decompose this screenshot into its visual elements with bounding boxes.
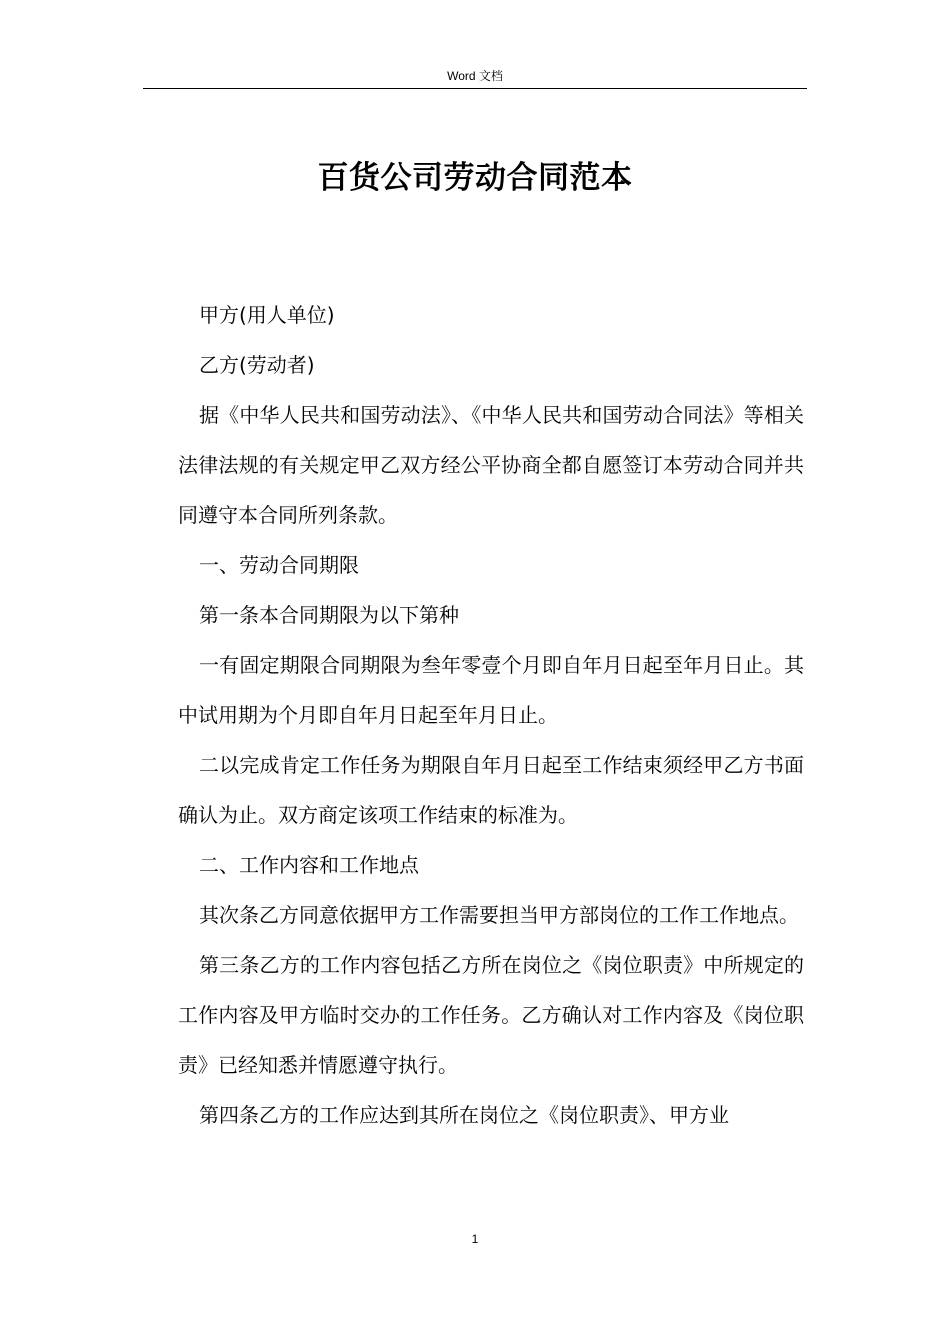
article-3: 第三条乙方的工作内容包括乙方所在岗位之《岗位职责》中所规定的工作内容及甲方临时交办的工作任务。乙方确认对工作内容及《岗位职责》已经知悉并情愿遵守执行。 (178, 953, 804, 1077)
page-number: 1 (471, 1232, 479, 1246)
clause-task-term: 二以完成肯定工作任务为期限自年月日起至工作结束须经甲乙方书面确认为止。双方商定该项工作结束的标准为。 (178, 753, 804, 827)
clause-fixed-term: 一有固定期限合同期限为叁年零壹个月即自年月日起至年月日止。其中试用期为个月即自年月日起至年月日止。 (178, 653, 804, 727)
paragraph-party-a: 甲方(用人单位) (199, 303, 335, 327)
document-body (178, 290, 804, 1140)
document-title: 百货公司劳动合同范本 (317, 160, 633, 196)
article-4: 第四条乙方的工作应达到其所在岗位之《岗位职责》、甲方业 (199, 1103, 729, 1127)
article-2: 其次条乙方同意依据甲方工作需要担当甲方部岗位的工作工作地点。 (199, 903, 799, 927)
paragraph-party-b: 乙方(劳动者) (199, 353, 315, 377)
section-heading-work-content: 二、工作内容和工作地点 (199, 853, 419, 877)
section-heading-contract-term: 一、劳动合同期限 (199, 553, 359, 577)
header-divider (143, 88, 807, 89)
header-label: Word 文档 (447, 69, 503, 83)
article-1: 第一条本合同期限为以下第种 (199, 603, 459, 627)
paragraph-preamble: 据《中华人民共和国劳动法》、《中华人民共和国劳动合同法》等相关法律法规的有关规定甲乙双方经公平协商全都自愿签订本劳动合同并共同遵守本合同所列条款。 (178, 403, 804, 527)
